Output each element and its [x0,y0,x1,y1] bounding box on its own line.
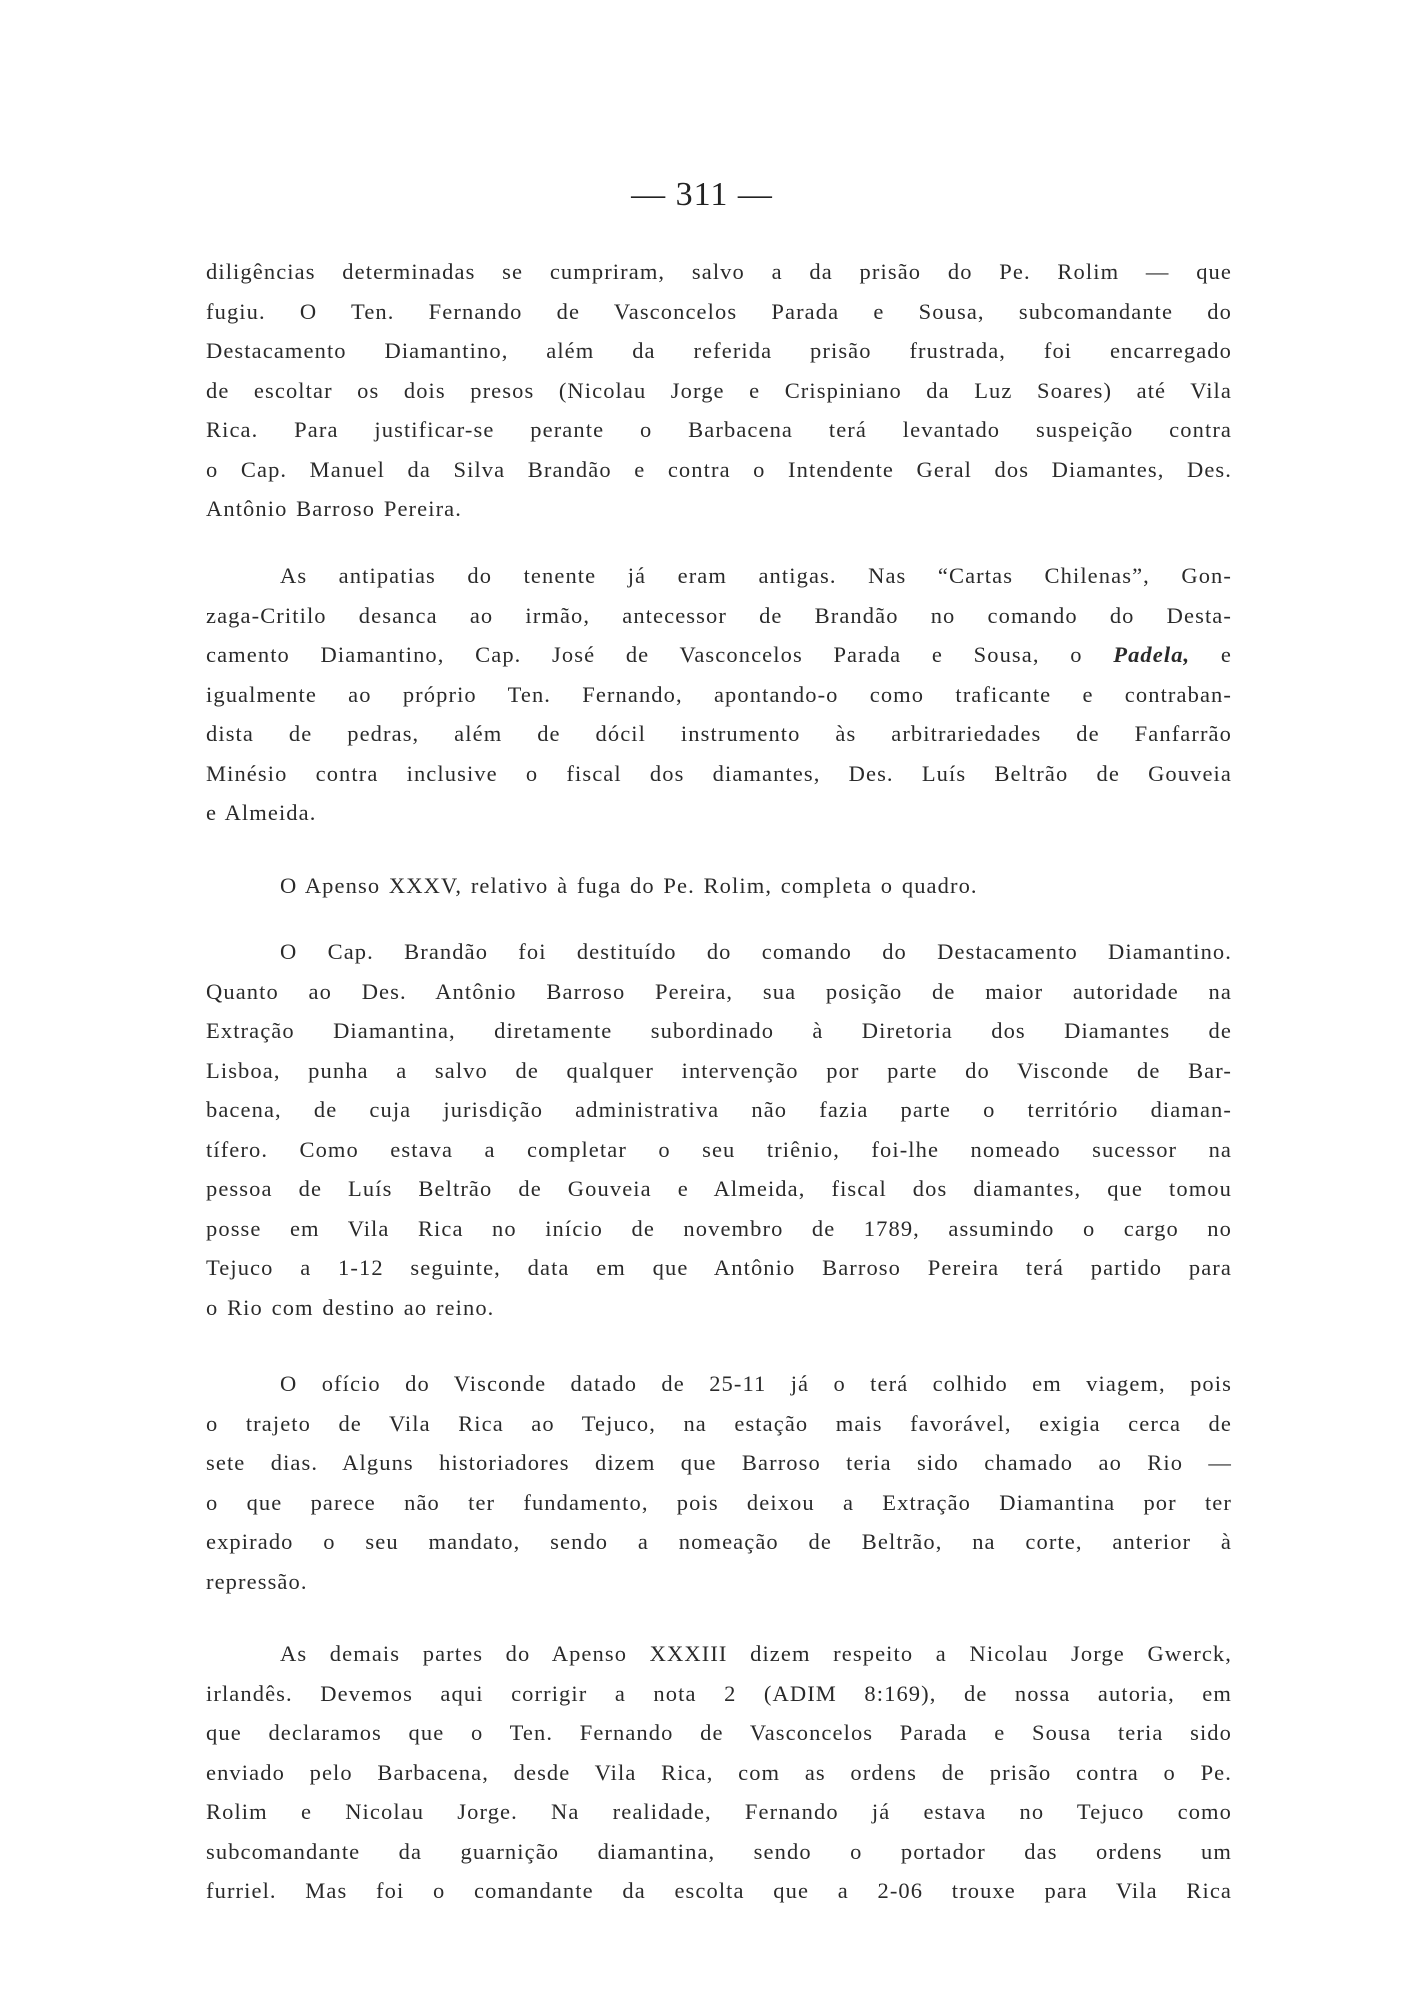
paragraph-3 [206,866,1232,906]
text-line: o Cap. Manuel da Silva Brandão e contra o Intendente Geral dos Diamantes, Des. [206,456,1232,482]
paragraph-2 [206,556,1232,833]
text-line: sete dias. Alguns historiadores dizem que Barroso teria sido chamado ao Rio — [206,1450,1232,1475]
text-line: Antônio Barroso Pereira. [206,496,462,521]
text-line: zaga-Critilo desanca ao irmão, antecessor de Brandão no comando do Desta- [206,602,1232,628]
text-line: repressão. [206,1568,308,1594]
text-line: de escoltar os dois presos (Nicolau Jorge e Crispiniano da Luz Soares) até Vila [206,377,1232,403]
text-line: Rolim e Nicolau Jorge. Na realidade, Fernando já estava no Tejuco como [206,1799,1232,1824]
text-line: o que parece não ter fundamento, pois deixou a Extração Diamantina por ter [206,1489,1232,1515]
text-line-with-emphasis [206,635,1232,675]
text-line: enviado pelo Barbacena, desde Vila Rica, com as ordens de prisão contra o Pe. [206,1759,1232,1785]
text-line: Tejuco a 1-12 seguinte, data em que Antônio Barroso Pereira terá partido para [206,1255,1232,1280]
page-number: — 311 — [631,176,773,213]
text-line: Minésio contra inclusive o fiscal dos diamantes, Des. Luís Beltrão de Gouveia [206,760,1232,786]
text-line: O Cap. Brandão foi destituído do comando do Destacamento Diamantino. [280,939,1232,964]
paragraph-5 [206,1364,1232,1601]
text-line: o Rio com destino ao reino. [206,1294,495,1320]
paragraph-4 [206,932,1232,1327]
text-line: pessoa de Luís Beltrão de Gouveia e Almeida, fiscal dos diamantes, que tomou [206,1176,1232,1201]
text-line: Lisboa, punha a salvo de qualquer intervenção por parte do Visconde de Bar- [206,1057,1232,1083]
text-line: As demais partes do Apenso XXXIII dizem respeito a Nicolau Jorge Gwerck, [280,1641,1232,1666]
text-segment: e [1190,642,1233,667]
text-line: e Almeida. [206,800,317,825]
paragraph-6 [206,1634,1232,1911]
paragraph-1 [206,252,1232,529]
text-line: expirado o seu mandato, sendo a nomeação de Beltrão, na corte, anterior à [206,1529,1232,1554]
text-line: Rica. Para justificar-se perante o Barbacena terá levantado suspeição contra [206,417,1232,442]
text-line: bacena, de cuja jurisdição administrativa não fazia parte o território diaman- [206,1097,1232,1122]
text-line: O Apenso XXXV, relativo à fuga do Pe. Rolim, completa o quadro. [280,873,978,898]
text-line: fugiu. O Ten. Fernando de Vasconcelos Parada e Sousa, subcomandante do [206,298,1232,324]
text-segment: camento Diamantino, Cap. José de Vasconcelos Parada e Sousa, o [206,642,1114,667]
text-line: posse em Vila Rica no início de novembro de 1789, assumindo o cargo no [206,1215,1232,1241]
text-line: subcomandante da guarnição diamantina, sendo o portador das ordens um [206,1838,1232,1864]
emphasis-padela: Padela, [1113,642,1191,667]
text-line: diligências determinadas se cumpriram, salvo a da prisão do Pe. Rolim — que [206,259,1232,284]
text-line: que declaramos que o Ten. Fernando de Vasconcelos Parada e Sousa teria sido [206,1720,1232,1745]
text-line: furriel. Mas foi o comandante da escolta que a 2-06 trouxe para Vila Rica [206,1878,1232,1903]
text-line: Destacamento Diamantino, além da referida prisão frustrada, foi encarregado [206,338,1232,363]
text-line: irlandês. Devemos aqui corrigir a nota 2 (ADIM 8:169), de nossa autoria, em [206,1680,1232,1706]
text-line: dista de pedras, além de dócil instrumento às arbitrariedades de Fanfarrão [206,721,1232,746]
text-line: tífero. Como estava a completar o seu triênio, foi-lhe nomeado sucessor na [206,1136,1232,1162]
text-line: Extração Diamantina, diretamente subordinado à Diretoria dos Diamantes de [206,1018,1232,1043]
text-line: O ofício do Visconde datado de 25-11 já o terá colhido em viagem, pois [280,1371,1232,1396]
text-line: igualmente ao próprio Ten. Fernando, apontando-o como traficante e contraban- [206,681,1232,707]
text-line: Quanto ao Des. Antônio Barroso Pereira, sua posição de maior autoridade na [206,978,1232,1004]
text-line: As antipatias do tenente já eram antigas. Nas “Cartas Chilenas”, Gon- [280,563,1232,588]
text-line: o trajeto de Vila Rica ao Tejuco, na estação mais favorável, exigia cerca de [206,1410,1232,1436]
